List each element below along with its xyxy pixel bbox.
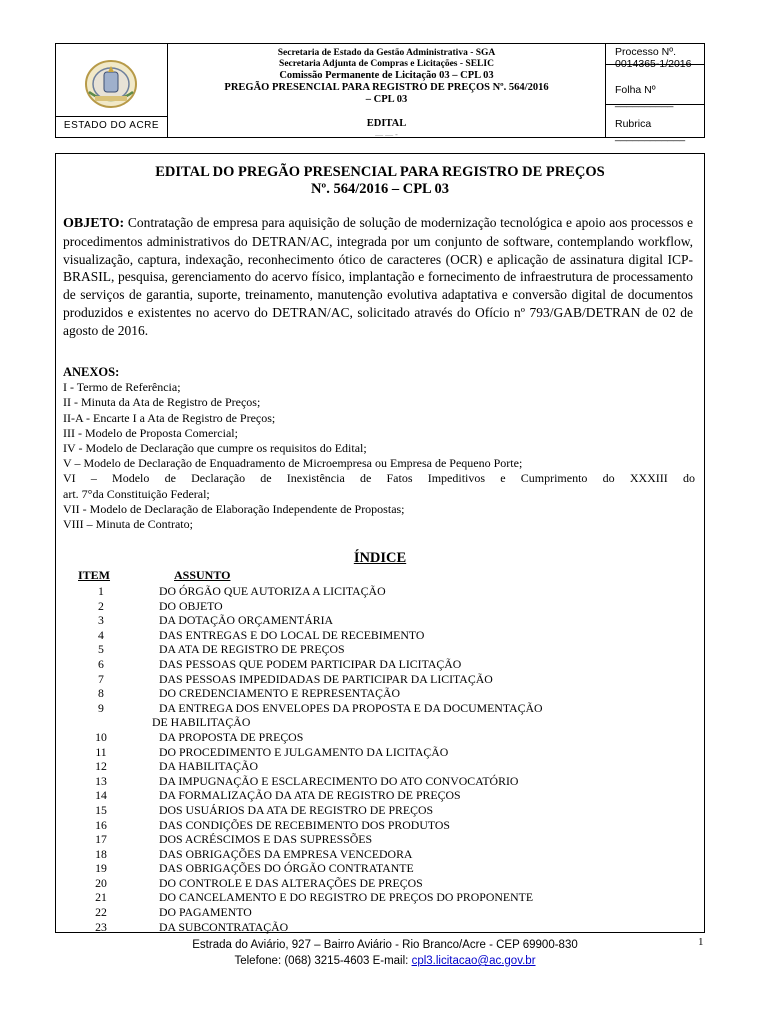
anexo-item: V – Modelo de Declaração de Enquadramento de Microempresa ou Empresa de Pequeno Porte; bbox=[63, 456, 523, 471]
indice-row bbox=[56, 672, 706, 687]
footer-phone: Telefone: (068) 3215-4603 E-mail: bbox=[234, 955, 409, 967]
objeto-label: OBJETO: bbox=[63, 216, 125, 231]
indice-row bbox=[56, 788, 706, 803]
edital-title-line-2: Nº. 564/2016 – CPL 03 bbox=[310, 181, 450, 197]
indice-item-number: 5 bbox=[98, 642, 104, 657]
indice-item-number: 23 bbox=[95, 919, 107, 934]
indice-item-number: 12 bbox=[95, 759, 107, 774]
state-seal-icon bbox=[81, 58, 141, 110]
indice-row bbox=[56, 701, 706, 716]
indice-item-subject: DA DOTAÇÃO ORÇAMENTÁRIA bbox=[159, 613, 334, 628]
indice-item-subject: DO PROCEDIMENTO E JULGAMENTO DA LICITAÇÃO bbox=[159, 744, 449, 759]
indice-row bbox=[56, 657, 706, 672]
indice-row bbox=[56, 628, 706, 643]
indice-item-number: 8 bbox=[98, 686, 104, 701]
indice-item-number: 10 bbox=[95, 729, 107, 744]
anexo-item: VIII – Minuta de Contrato; bbox=[63, 517, 193, 532]
indice-item-subject: DAS PESSOAS QUE PODEM PARTICIPAR DA LICITAÇÃO bbox=[159, 656, 462, 671]
indice-item-subject: DO PAGAMENTO bbox=[159, 905, 252, 920]
indice-col-assunto: ASSUNTO bbox=[174, 568, 231, 582]
indice-row bbox=[56, 905, 706, 920]
agency-line-1: Secretaria de Estado da Gestão Administrativa - SGA bbox=[277, 48, 496, 58]
indice-item-subject: DA SUBCONTRATAÇÃO bbox=[159, 919, 289, 934]
page-number: 1 bbox=[698, 936, 704, 948]
indice-item-number: 2 bbox=[98, 598, 104, 613]
indice-item-number: 1 bbox=[98, 584, 104, 598]
indice-item-number: 22 bbox=[95, 905, 107, 920]
indice-item-subject: DE HABILITAÇÃO bbox=[152, 715, 251, 730]
indice-item-subject: DA HABILITAÇÃO bbox=[159, 759, 258, 774]
indice-row bbox=[56, 686, 706, 701]
agency-line-3: Comissão Permanente de Licitação 03 – CPL 03 bbox=[279, 70, 494, 81]
anexo-item: art. 7°da Constituição Federal; bbox=[63, 486, 210, 501]
indice-item-subject: DAS ENTREGAS E DO LOCAL DE RECEBIMENTO bbox=[159, 627, 425, 642]
indice-col-item: ITEM bbox=[78, 568, 111, 582]
header-agency-cell: Secretaria de Estado da Gestão Administrativa - SGA Secretaria Adjunta de Compras e Licitações - SELIC Comissão Permanente de Licitação 03 – CPL 03 PREGÃO PRESENCIAL PARA REGISTRO DE PREÇOS Nº. 564/2016 – CPL 03 EDITAL — — - bbox=[168, 44, 606, 137]
indice-item-number: 21 bbox=[95, 890, 107, 905]
indice-item-subject: DA ATA DE REGISTRO DE PREÇOS bbox=[159, 642, 345, 657]
footer-contact bbox=[0, 953, 770, 969]
indice-row bbox=[56, 599, 706, 614]
indice-title: ÍNDICE bbox=[353, 550, 407, 566]
indice-item-number: 20 bbox=[95, 875, 107, 890]
indice-row bbox=[56, 832, 706, 847]
anexo-item: I - Termo de Referência; bbox=[63, 380, 181, 395]
agency-line-4: PREGÃO PRESENCIAL PARA REGISTRO DE PREÇOS Nº. 564/2016 bbox=[224, 82, 549, 93]
indice-item-number: 14 bbox=[95, 788, 107, 803]
indice-item-subject: DO OBJETO bbox=[159, 598, 223, 613]
indice-item-subject: DO CREDENCIAMENTO E REPRESENTAÇÃO bbox=[159, 686, 401, 701]
document-header bbox=[55, 43, 705, 142]
header-divider bbox=[56, 116, 167, 117]
objeto-text: Contratação de empresa para aquisição de solução de modernização tecnológica e apoio aos processos e procedimentos administrativos do DETRAN/AC, integrada por um conjunto de software, contemplando workflow, visualização, captura, indexação, reconhecimento ótico de caracteres (OCR) e aplicação de assinatura digital ICP-BRASIL, pesquisa, gerenciamento do acervo físico, implantação e fornecimento de infraestrutura de processamento de serviços de garantia, suporte, treinamento, manutenção evolutiva adaptativa e conversão digital de documentos produzidos e existentes no acervo do DETRAN/AC, solicitado através do Ofício nº 793/GAB/DETRAN de 02 de agosto de 2016. bbox=[63, 215, 693, 338]
indice-row bbox=[56, 774, 706, 789]
indice-item-subject: DAS OBRIGAÇÕES DO ÓRGÃO CONTRATANTE bbox=[159, 861, 414, 876]
header-process-cell bbox=[606, 44, 704, 142]
indice-row bbox=[56, 745, 706, 760]
indice-row bbox=[56, 642, 706, 657]
anexo-item: VII - Modelo de Declaração de Elaboração Independente de Propostas; bbox=[63, 501, 405, 516]
indice-item-subject: DAS OBRIGAÇÕES DA EMPRESA VENCEDORA bbox=[159, 846, 413, 861]
anexo-item: II-A - Encarte I a Ata de Registro de Preços; bbox=[63, 410, 276, 425]
indice-item-number: 18 bbox=[95, 846, 107, 861]
indice-item-number: 4 bbox=[98, 627, 104, 642]
indice-item-subject: DO CONTROLE E DAS ALTERAÇÕES DE PREÇOS bbox=[159, 875, 423, 890]
objeto-paragraph bbox=[63, 214, 693, 340]
indice-item-subject: DAS PESSOAS IMPEDIDADAS DE PARTICIPAR DA LICITAÇÃO bbox=[159, 671, 493, 686]
indice-item-number: 7 bbox=[98, 671, 104, 686]
indice-row bbox=[56, 847, 706, 862]
indice-row bbox=[56, 613, 706, 628]
indice-item-number: 19 bbox=[95, 861, 107, 876]
indice-item-number: 17 bbox=[95, 832, 107, 847]
anexo-item: IV - Modelo de Declaração que cumpre os requisitos do Edital; bbox=[63, 441, 367, 456]
indice-item-number: 11 bbox=[95, 744, 107, 759]
indice-row bbox=[56, 876, 706, 891]
indice-row bbox=[56, 584, 706, 599]
indice-row bbox=[56, 715, 706, 730]
indice-table bbox=[56, 584, 706, 934]
indice-item-subject: DAS CONDIÇÕES DE RECEBIMENTO DOS PRODUTOS bbox=[159, 817, 450, 832]
header-logo-cell bbox=[56, 44, 168, 137]
indice-item-subject: DA ENTREGA DOS ENVELOPES DA PROPOSTA E DA DOCUMENTAÇÃO bbox=[159, 700, 543, 715]
indice-row bbox=[56, 730, 706, 745]
edital-title-line-1: EDITAL DO PREGÃO PRESENCIAL PARA REGISTRO DE PREÇOS bbox=[155, 164, 605, 180]
process-number: Processo Nº. 0014365-1/2016 bbox=[615, 46, 692, 70]
anexos-list bbox=[63, 365, 695, 532]
indice-item-subject: DO CANCELAMENTO E DO REGISTRO DE PREÇOS DO PROPONENTE bbox=[159, 890, 534, 905]
indice-item-number: 3 bbox=[98, 613, 104, 628]
state-name: ESTADO DO ACRE bbox=[63, 120, 160, 131]
footer-email-link[interactable]: cpl3.licitacao@ac.gov.br bbox=[411, 955, 536, 967]
indice-item-number: 15 bbox=[95, 802, 107, 817]
edital-body bbox=[55, 153, 705, 933]
indice-item-subject: DA PROPOSTA DE PREÇOS bbox=[159, 729, 304, 744]
footer-address: Estrada do Aviário, 927 – Bairro Aviário - Rio Branco/Acre - CEP 69900-830 bbox=[192, 939, 578, 951]
indice-item-number: 16 bbox=[95, 817, 107, 832]
indice-item-number: 9 bbox=[98, 700, 104, 715]
indice-item-subject: DA FORMALIZAÇÃO DA ATA DE REGISTRO DE PREÇOS bbox=[159, 788, 461, 803]
anexo-item: III - Modelo de Proposta Comercial; bbox=[63, 425, 238, 440]
indice-item-subject: DA IMPUGNAÇÃO E ESCLARECIMENTO DO ATO CONVOCATÓRIO bbox=[159, 773, 519, 788]
indice-row bbox=[56, 861, 706, 876]
indice-item-number: 13 bbox=[95, 773, 107, 788]
anexos-heading: ANEXOS: bbox=[63, 365, 120, 379]
indice-row bbox=[56, 920, 706, 935]
indice-item-subject: DO ÓRGÃO QUE AUTORIZA A LICITAÇÃO bbox=[159, 584, 386, 598]
anexo-item: II - Minuta da Ata de Registro de Preços; bbox=[63, 395, 261, 410]
indice-item-subject: DOS ACRÉSCIMOS E DAS SUPRESSÕES bbox=[159, 832, 373, 847]
folha-field: Folha Nº __________ bbox=[615, 84, 674, 108]
indice-item-subject: DOS USUÁRIOS DA ATA DE REGISTRO DE PREÇOS bbox=[159, 802, 434, 817]
indice-row bbox=[56, 803, 706, 818]
indice-row bbox=[56, 759, 706, 774]
agency-line-2: Secretaria Adjunta de Compras e Licitações - SELIC bbox=[279, 59, 494, 69]
rubrica-field: Rubrica ____________ bbox=[615, 118, 686, 142]
indice-row bbox=[56, 890, 706, 905]
page-footer bbox=[0, 937, 770, 969]
indice-item-number: 6 bbox=[98, 656, 104, 671]
agency-line-5: – CPL 03 bbox=[365, 94, 408, 105]
anexo-item: VI – Modelo de Declaração de Inexistência de Fatos Impeditivos e Cumprimento do XXXIII do bbox=[63, 471, 695, 486]
edital-label: EDITAL bbox=[366, 118, 407, 129]
indice-row bbox=[56, 818, 706, 833]
